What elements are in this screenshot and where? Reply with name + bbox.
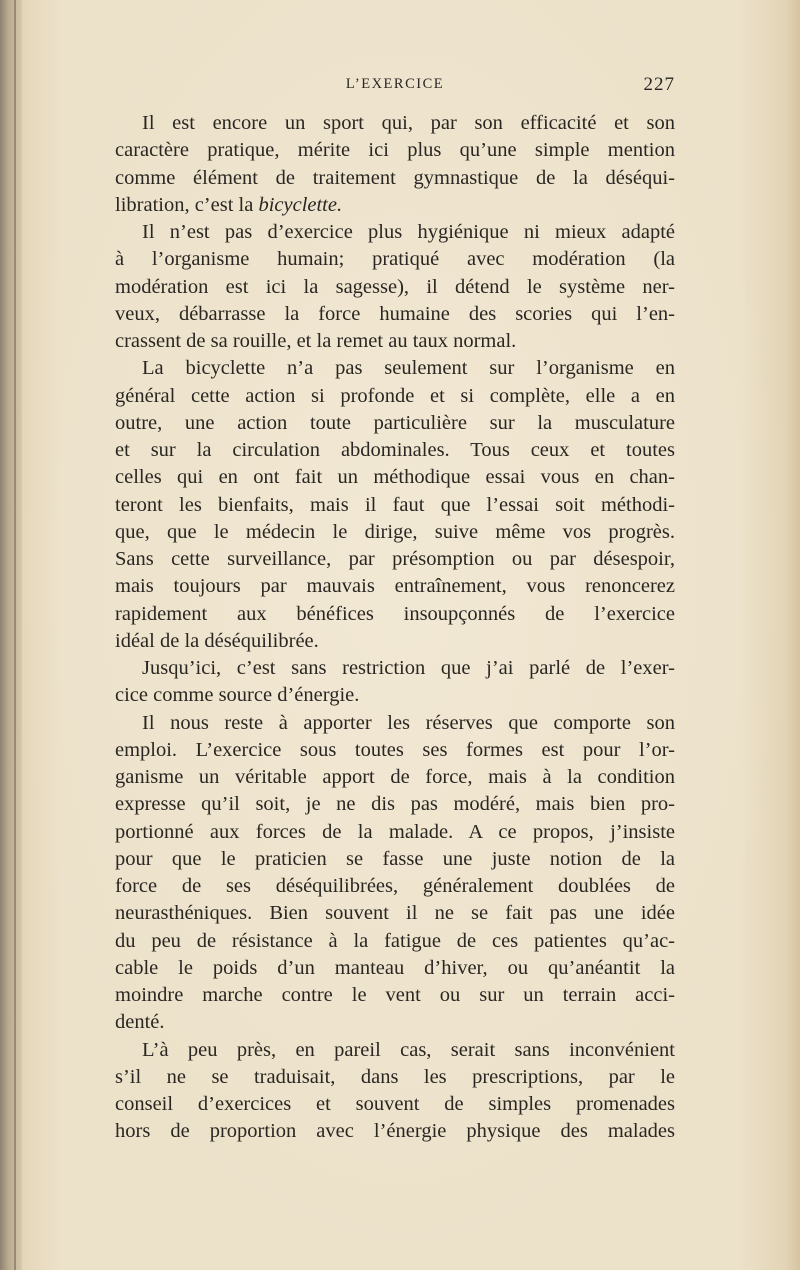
text-line: cice comme source d’énergie. xyxy=(115,684,360,707)
text-line: teront les bienfaits, mais il faut que l’essai soit méthodi- xyxy=(115,493,675,516)
text-line: rapidement aux bénéfices insoupçonnés de l’exercice xyxy=(115,602,675,625)
text-line: force de ses déséquilibrées, généralement doublées de xyxy=(115,875,675,897)
page-number: 227 xyxy=(643,74,675,95)
text-line: veux, débarrasse la force humaine des scories qui l’en- xyxy=(115,302,675,325)
text-line: et sur la circulation abdominales. Tous ceux et toutes xyxy=(115,439,675,461)
text-line: comme élément de traitement gymnastique de la déséqui- xyxy=(115,166,675,189)
text-line: général cette action si profonde et si complète, elle a en xyxy=(115,384,675,407)
text-line: ganisme un véritable apport de force, mais à la condition xyxy=(115,766,675,788)
text-line: neurasthéniques. Bien souvent il ne se fait pas une idée xyxy=(115,902,675,925)
text-line: pour que le praticien se fasse une juste notion de la xyxy=(115,847,675,870)
italic-word: bicyclette. xyxy=(258,193,343,216)
text-line: Il est encore un sport qui, par son efficacité et son xyxy=(142,112,675,134)
text-line: Jusqu’ici, c’est sans restriction que j’ai parlé de l’exer- xyxy=(142,657,675,679)
text-line: outre, une action toute particulière sur la musculature xyxy=(115,411,675,434)
text-line: Il nous reste à apporter les réserves que comporte son xyxy=(142,711,675,734)
text-line: cable le poids d’un manteau d’hiver, ou qu’anéantit la xyxy=(115,956,675,979)
text-line: hors de proportion avec l’énergie physique des malades xyxy=(115,1120,675,1143)
text-line: caractère pratique, mérite ici plus qu’une simple mention xyxy=(115,139,675,162)
running-title: L’EXERCICE xyxy=(345,76,445,92)
text-line: à l’organisme humain; pratiqué avec modération (la xyxy=(115,248,675,271)
text-line: modération est ici la sagesse), il détend le système ner- xyxy=(115,275,675,298)
text-line: celles qui en ont fait un méthodique essai vous en chan- xyxy=(115,466,675,489)
body-text xyxy=(115,110,675,1146)
text-line: s’il ne se traduisait, dans les prescriptions, par le xyxy=(115,1065,675,1088)
page-binding-edge xyxy=(0,0,22,1270)
text-line: mais toujours par mauvais entraînement, vous renoncerez xyxy=(115,575,675,598)
text-line: moindre marche contre le vent ou sur un terrain acci- xyxy=(115,984,675,1006)
text-line: L’à peu près, en pareil cas, serait sans inconvénient xyxy=(142,1038,675,1061)
text-line: denté. xyxy=(115,1011,165,1034)
running-header xyxy=(115,74,675,96)
text-line: que, que le médecin le dirige, suive même vos progrès. xyxy=(115,520,675,543)
text-line: crassent de sa rouille, et la remet au taux normal. xyxy=(115,330,517,352)
text-line: expresse qu’il soit, je ne dis pas modéré, mais bien pro- xyxy=(115,793,675,816)
text-line: portionné aux forces de la malade. A ce propos, j’insiste xyxy=(115,820,675,843)
text-line: idéal de la déséquilibrée. xyxy=(115,629,319,652)
text-line: conseil d’exercices et souvent de simples promenades xyxy=(115,1093,675,1115)
text-line: libration, c’est la bicyclette. xyxy=(115,193,343,216)
text-line: emploi. L’exercice sous toutes ses formes est pour l’or- xyxy=(115,738,675,761)
text-line: Sans cette surveillance, par présomption ou par désespoir, xyxy=(115,548,675,570)
text-line: Il n’est pas d’exercice plus hygiénique ni mieux adapté xyxy=(142,221,675,243)
binding-shadow-line xyxy=(14,0,16,1270)
text-line: du peu de résistance à la fatigue de ces patientes qu’ac- xyxy=(115,929,675,952)
text-line: La bicyclette n’a pas seulement sur l’organisme en xyxy=(142,357,675,380)
